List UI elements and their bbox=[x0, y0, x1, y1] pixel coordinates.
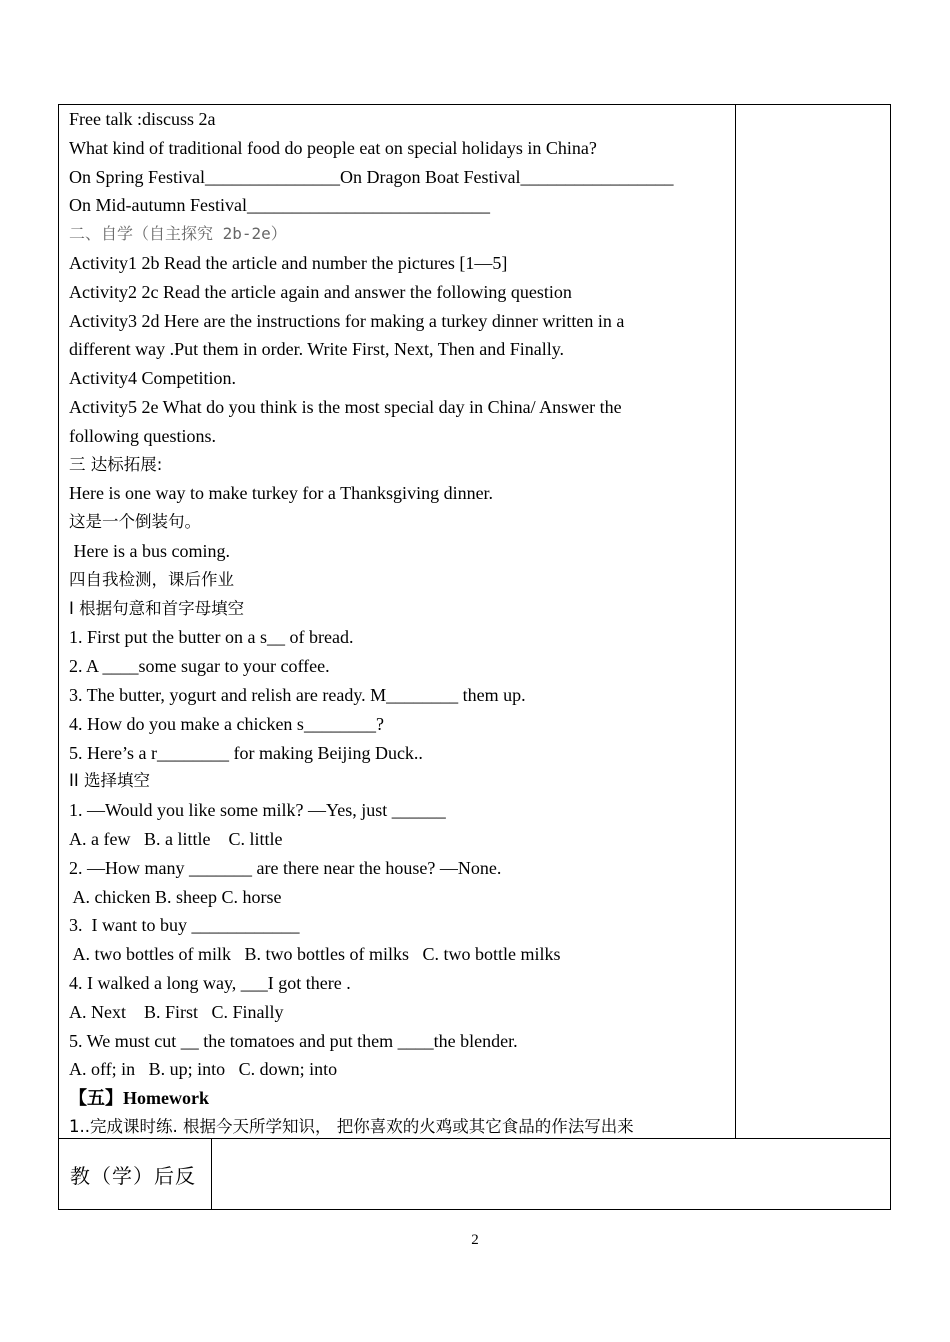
grammar-note: 这是一个倒装句。 bbox=[69, 512, 201, 532]
free-talk-heading: Free talk :discuss 2a bbox=[69, 109, 216, 129]
reflection-label: 教（学）后反 bbox=[70, 1164, 196, 1188]
fill-item-1: 1. First put the butter on a s__ of bread. bbox=[69, 627, 354, 648]
notes-column-divider bbox=[735, 104, 736, 1139]
self-check-heading: 四自我检测，课后作业 bbox=[69, 569, 234, 589]
fill-item-3: 3. The butter, yogurt and relish are ready. M________ them up. bbox=[69, 684, 526, 705]
extension-heading: 三 达标拓展: bbox=[69, 454, 163, 474]
choice-5-question: 5. We must cut __ the tomatoes and put them ____the blender. bbox=[69, 1030, 518, 1051]
choice-3-question: 3. I want to buy ____________ bbox=[69, 915, 300, 936]
festival-blanks-1: On Spring Festival_______________On Dragon Boat Festival_________________ bbox=[69, 166, 674, 187]
grammar-example-2: Here is a bus coming. bbox=[69, 540, 230, 561]
festival-blanks-2: On Mid-autumn Festival___________________________ bbox=[69, 195, 490, 216]
section-i-heading: I 根据句意和首字母填空 bbox=[69, 598, 245, 618]
choice-3-options: A. two bottles of milk B. two bottles of milks C. two bottle milks bbox=[69, 944, 561, 965]
activity-3-cont: different way .Put them in order. Write First, Next, Then and Finally. bbox=[69, 339, 565, 360]
homework-item-1: 1..完成课时练. 根据今天所学知识， 把你喜欢的火鸡或其它食品的作法写出来 bbox=[69, 1116, 634, 1136]
section-ii-heading: II 选择填空 bbox=[69, 771, 150, 791]
homework-heading: 【五】Homework bbox=[69, 1088, 209, 1109]
activity-5: Activity5 2e What do you think is the most special day in China/ Answer the bbox=[69, 396, 622, 417]
choice-2-options: A. chicken B. sheep C. horse bbox=[69, 886, 282, 907]
self-study-heading: 二、自学（自主探究 2b-2e） bbox=[69, 224, 287, 244]
choice-5-options: A. off; in B. up; into C. down; into bbox=[69, 1059, 338, 1080]
page-number: 2 bbox=[471, 1232, 479, 1248]
grammar-example: Here is one way to make turkey for a Thanksgiving dinner. bbox=[69, 483, 494, 504]
reflection-label-divider bbox=[211, 1138, 212, 1210]
activity-5-cont: following questions. bbox=[69, 425, 216, 446]
choice-4-options: A. Next B. First C. Finally bbox=[69, 1001, 284, 1022]
fill-item-4: 4. How do you make a chicken s________? bbox=[69, 713, 384, 734]
free-talk-question: What kind of traditional food do people eat on special holidays in China? bbox=[69, 137, 597, 158]
choice-1-options: A. a few B. a little C. little bbox=[69, 828, 283, 849]
activity-3: Activity3 2d Here are the instructions for making a turkey dinner written in a bbox=[69, 310, 625, 331]
choice-2-question: 2. —How many _______ are there near the house? —None. bbox=[69, 857, 502, 878]
choice-4-question: 4. I walked a long way, ___I got there . bbox=[69, 972, 351, 993]
choice-1-question: 1. —Would you like some milk? —Yes, just ______ bbox=[69, 800, 446, 821]
activity-1: Activity1 2b Read the article and number the pictures [1—5] bbox=[69, 252, 508, 273]
lesson-content bbox=[69, 105, 729, 1142]
activity-4: Activity4 Competition. bbox=[69, 368, 236, 389]
activity-2: Activity2 2c Read the article again and answer the following question bbox=[69, 281, 572, 302]
fill-item-2: 2. A ____some sugar to your coffee. bbox=[69, 656, 330, 677]
fill-item-5: 5. Here’s a r________ for making Beijing Duck.. bbox=[69, 742, 423, 763]
